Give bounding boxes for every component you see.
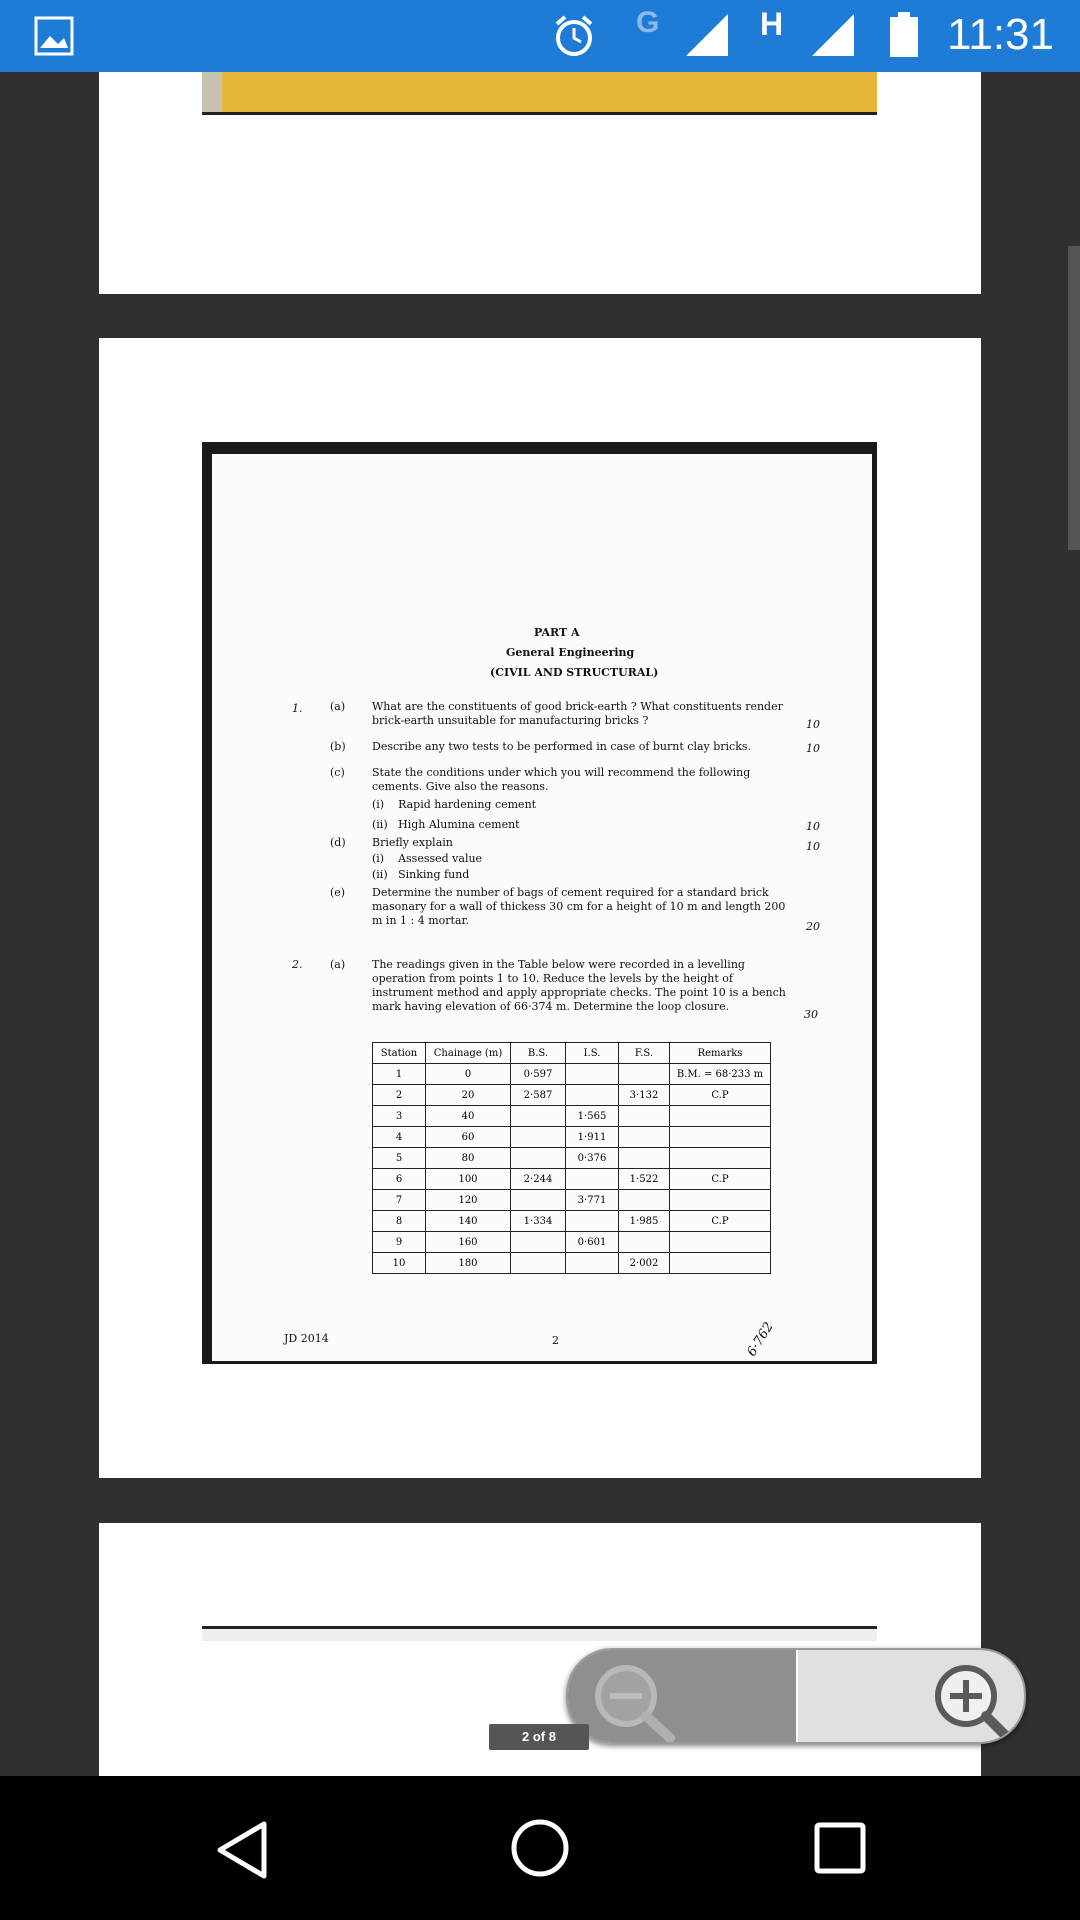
table-cell: 3·132: [619, 1085, 670, 1106]
pdf-page-1: [99, 72, 981, 294]
table-cell: 120: [426, 1190, 511, 1211]
table-body: [373, 1064, 771, 1274]
zoom-out-icon: [590, 1658, 682, 1744]
table-cell: [670, 1232, 771, 1253]
battery-icon: [888, 12, 920, 62]
q1d-text: Briefly explain: [372, 836, 453, 849]
q1e-label: (e): [330, 886, 346, 899]
signal-icon: [684, 12, 730, 62]
q1c-item-i: (i) Rapid hardening cement: [372, 798, 537, 811]
table-cell: 2·002: [619, 1253, 670, 1274]
table-cell: [566, 1064, 619, 1085]
recents-icon[interactable]: [814, 1822, 866, 1878]
signal-icon-2: [810, 12, 856, 62]
q2a-text: The readings given in the Table below were recorded in a levelling operation from points 1 to 10. Reduce the levels by the height of instrument method and apply appropriate checks. The point 10 is a bench mark having elevation of 66·374 m. Determine the loop closure.: [372, 958, 786, 1013]
table-cell: [511, 1148, 566, 1169]
table-cell: 7: [373, 1190, 426, 1211]
status-bar: [0, 0, 1080, 72]
table-cell: [566, 1085, 619, 1106]
table-cell: [619, 1064, 670, 1085]
table-cell: [619, 1106, 670, 1127]
q1b-label: (b): [330, 740, 346, 753]
q1d-marks: 10: [806, 840, 820, 853]
table-row: [373, 1232, 771, 1253]
zoom-in-button[interactable]: [798, 1650, 1024, 1742]
footer-page: 2: [552, 1334, 559, 1347]
q1-number: 1.: [292, 702, 303, 715]
table-row: [373, 1085, 771, 1106]
table-cell: 2: [373, 1085, 426, 1106]
zoom-out-button[interactable]: [568, 1650, 796, 1742]
table-row: [373, 1064, 771, 1085]
q1a-label: (a): [330, 700, 346, 713]
table-cell: 0·376: [566, 1148, 619, 1169]
table-cell: C.P: [670, 1211, 771, 1232]
q1d-label: (d): [330, 836, 346, 849]
table-header: Chainage (m): [426, 1043, 511, 1064]
q2a-marks: 30: [804, 1008, 818, 1021]
q1a-marks: 10: [806, 718, 820, 731]
table-cell: [511, 1190, 566, 1211]
table-cell: 180: [426, 1253, 511, 1274]
table-cell: 0·597: [511, 1064, 566, 1085]
table-cell: [566, 1253, 619, 1274]
table-cell: [670, 1253, 771, 1274]
page-1-scan-edge: [202, 72, 877, 115]
q2a-label: (a): [330, 958, 346, 971]
table-cell: 40: [426, 1106, 511, 1127]
page-indicator: 2 of 8: [489, 1724, 589, 1750]
table-cell: C.P: [670, 1169, 771, 1190]
table-cell: [619, 1127, 670, 1148]
levelling-table: [372, 1042, 771, 1274]
q1c-label: (c): [330, 766, 345, 779]
table-cell: [670, 1148, 771, 1169]
q1d-item-i: (i) Assessed value: [372, 852, 483, 865]
table-cell: 3: [373, 1106, 426, 1127]
table-cell: 4: [373, 1127, 426, 1148]
table-cell: [511, 1232, 566, 1253]
q1c-marks: 10: [806, 820, 820, 833]
table-cell: 1·985: [619, 1211, 670, 1232]
q1c-text: State the conditions under which you will recommend the following cements. Give also the reasons.: [372, 766, 751, 793]
q1a-text: What are the constituents of good brick-earth ? What constituents render brick-earth unsuitable for manufacturing bricks ?: [372, 700, 783, 727]
table-cell: [670, 1106, 771, 1127]
navigation-bar: [0, 1776, 1080, 1920]
subject-heading: General Engineering: [506, 646, 635, 659]
q1d-item-ii: (ii) Sinking fund: [372, 868, 470, 881]
table-cell: 60: [426, 1127, 511, 1148]
table-row: [373, 1148, 771, 1169]
q1b-text: Describe any two tests to be performed in case of burnt clay bricks.: [372, 740, 752, 753]
table-cell: 1·334: [511, 1211, 566, 1232]
table-cell: 3·771: [566, 1190, 619, 1211]
q1e-text: Determine the number of bags of cement required for a standard brick masonary for a wall of thickess 30 cm for a height of 10 m and length 200 m in 1 : 4 mortar.: [372, 886, 786, 927]
table-header: I.S.: [566, 1043, 619, 1064]
zoom-in-icon: [924, 1658, 1016, 1744]
table-row: [373, 1169, 771, 1190]
table-header-row: [373, 1043, 771, 1064]
table-cell: [511, 1253, 566, 1274]
table-cell: 9: [373, 1232, 426, 1253]
table-cell: [670, 1190, 771, 1211]
q1c-item-ii: (ii) High Alumina cement: [372, 818, 520, 831]
table-cell: 20: [426, 1085, 511, 1106]
table-cell: 140: [426, 1211, 511, 1232]
page-1-scan-margin: [202, 72, 222, 112]
network-type-g: G: [636, 6, 660, 39]
gallery-icon: [34, 16, 74, 60]
page-3-scan-paper: [202, 1629, 877, 1641]
table-cell: [511, 1127, 566, 1148]
table-cell: 1·522: [619, 1169, 670, 1190]
table-cell: 160: [426, 1232, 511, 1253]
table-cell: [619, 1190, 670, 1211]
table-cell: 5: [373, 1148, 426, 1169]
q1b-marks: 10: [806, 742, 820, 755]
clock: 11:31: [947, 10, 1054, 59]
q2-number: 2.: [292, 958, 303, 971]
table-row: [373, 1190, 771, 1211]
table-cell: C.P: [670, 1085, 771, 1106]
home-icon[interactable]: [510, 1818, 570, 1882]
alarm-icon: [552, 14, 596, 62]
back-icon[interactable]: [214, 1820, 270, 1884]
table-cell: [566, 1211, 619, 1232]
table-cell: [619, 1148, 670, 1169]
table-cell: 2·244: [511, 1169, 566, 1190]
branch-heading: (CIVIL AND STRUCTURAL): [490, 666, 659, 679]
table-cell: 0·601: [566, 1232, 619, 1253]
table-row: [373, 1211, 771, 1232]
table-cell: 80: [426, 1148, 511, 1169]
table-cell: 10: [373, 1253, 426, 1274]
table-cell: B.M. = 68·233 m: [670, 1064, 771, 1085]
handwritten-note: 6·762: [744, 1319, 777, 1360]
table-row: [373, 1127, 771, 1148]
table-cell: [670, 1127, 771, 1148]
table-cell: 1·565: [566, 1106, 619, 1127]
table-cell: 1·911: [566, 1127, 619, 1148]
part-heading: PART A: [534, 626, 580, 639]
page-2-scan: [202, 442, 877, 1364]
scrollbar-thumb[interactable]: [1068, 246, 1080, 550]
network-type-h: H: [760, 6, 784, 42]
table-cell: 2·587: [511, 1085, 566, 1106]
table-header: B.S.: [511, 1043, 566, 1064]
table-header: F.S.: [619, 1043, 670, 1064]
footer-code: JD 2014: [284, 1332, 329, 1345]
table-row: [373, 1253, 771, 1274]
table-cell: [619, 1232, 670, 1253]
table-header: Station: [373, 1043, 426, 1064]
table-row: [373, 1106, 771, 1127]
exam-paper: [212, 454, 872, 1361]
table-cell: 8: [373, 1211, 426, 1232]
q1e-marks: 20: [806, 920, 820, 933]
table-cell: 6: [373, 1169, 426, 1190]
table-header: Remarks: [670, 1043, 771, 1064]
zoom-control: [566, 1648, 1026, 1744]
table-cell: [511, 1106, 566, 1127]
table-cell: 0: [426, 1064, 511, 1085]
table-cell: 1: [373, 1064, 426, 1085]
table-cell: [566, 1169, 619, 1190]
pdf-page-2: [99, 338, 981, 1478]
table-cell: 100: [426, 1169, 511, 1190]
